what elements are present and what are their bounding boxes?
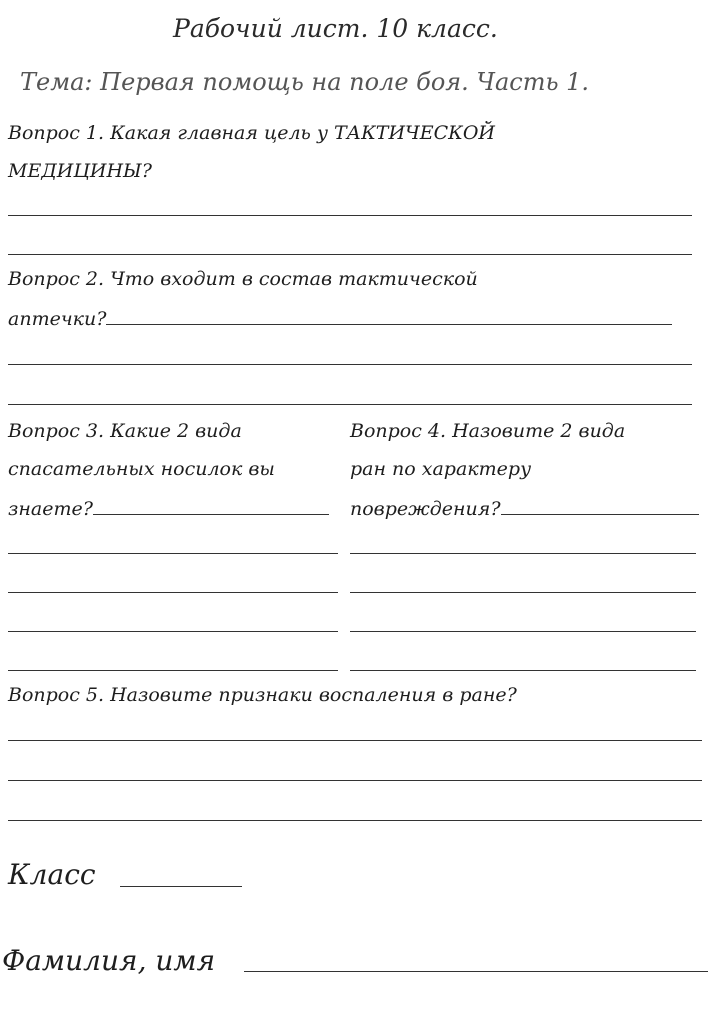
answer-line-q3-5[interactable] xyxy=(8,670,338,671)
question-4-text: Вопрос 4. Назовите 2 вида xyxy=(350,420,626,442)
answer-line-q4-2[interactable] xyxy=(350,553,696,554)
question-3-text: Вопрос 3. Какие 2 вида xyxy=(8,420,242,442)
question-2-text: Вопрос 2. Что входит в состав тактической xyxy=(8,268,478,290)
answer-line-q1-2[interactable] xyxy=(8,254,692,255)
answer-line-q4-5[interactable] xyxy=(350,670,696,671)
answer-line-q3-4[interactable] xyxy=(8,631,338,632)
question-4-label: повреждения? xyxy=(350,498,501,520)
question-1-text: Вопрос 1. Какая главная цель у ТАКТИЧЕСКОЙ xyxy=(8,122,495,144)
class-field[interactable] xyxy=(120,886,242,887)
answer-line-q3-3[interactable] xyxy=(8,592,338,593)
question-3-label: знаете? xyxy=(8,498,93,520)
answer-line-q2-inline[interactable] xyxy=(106,306,672,325)
answer-line-q2-3[interactable] xyxy=(8,404,692,405)
answer-line-q5-1[interactable] xyxy=(8,740,702,741)
question-2-text-cont xyxy=(8,306,672,330)
answer-line-q2-2[interactable] xyxy=(8,364,692,365)
question-2-label: аптечки? xyxy=(8,308,107,330)
answer-line-q1-1[interactable] xyxy=(8,215,692,216)
answer-line-q4-4[interactable] xyxy=(350,631,696,632)
question-4-text-cont2 xyxy=(350,496,699,520)
name-label: Фамилия, имя xyxy=(2,944,216,977)
answer-line-q5-3[interactable] xyxy=(8,820,702,821)
answer-line-q4-inline[interactable] xyxy=(501,496,699,515)
question-4-text-cont: ран по характеру xyxy=(350,458,532,480)
question-3-text-cont2 xyxy=(8,496,329,520)
answer-line-q5-2[interactable] xyxy=(8,780,702,781)
question-3-text-cont: спасательных носилок вы xyxy=(8,458,275,480)
question-1-text-cont: МЕДИЦИНЫ? xyxy=(8,160,152,182)
worksheet-subtitle: Тема: Первая помощь на поле боя. Часть 1. xyxy=(20,68,590,96)
answer-line-q3-inline[interactable] xyxy=(93,496,329,515)
name-field[interactable] xyxy=(244,971,708,972)
answer-line-q4-3[interactable] xyxy=(350,592,696,593)
question-5-text: Вопрос 5. Назовите признаки воспаления в ране? xyxy=(8,684,517,706)
worksheet-title: Рабочий лист. 10 класс. xyxy=(173,14,498,43)
class-label: Класс xyxy=(8,858,96,891)
answer-line-q3-2[interactable] xyxy=(8,553,338,554)
